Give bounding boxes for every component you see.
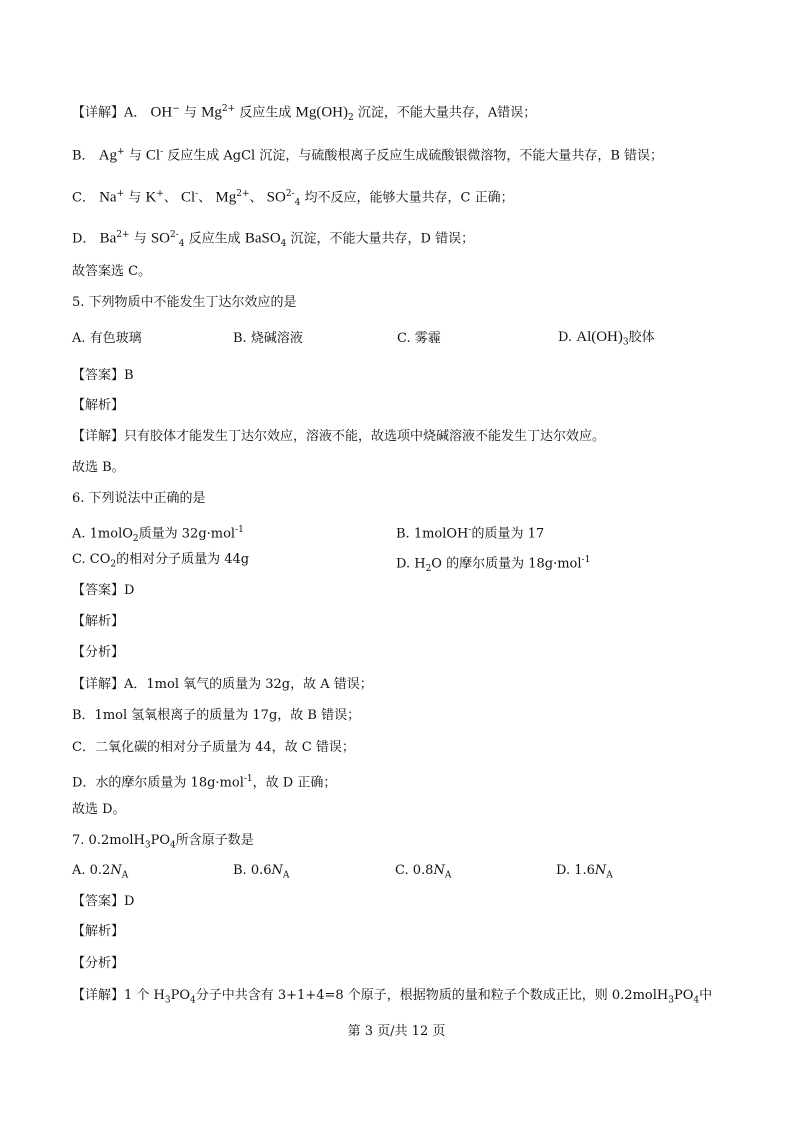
question-5-stem: 5. 下列物质中不能发生丁达尔效应的是 (72, 295, 297, 310)
detail-conclusion: 故答案选 C。 (72, 264, 152, 279)
q6-fenxi: 【分析】 (72, 645, 125, 660)
q7-option-d: D. $1.6N_A$ (556, 863, 613, 881)
q6-answer: 【答案】D (72, 583, 135, 598)
q6-option-c: C. $CO_2$的相对分子质量为 44g (72, 552, 250, 570)
question-7-stem: 7. $0.2molH_3PO_4$所含原子数是 (72, 833, 254, 851)
q6-detail-a: 【详解】A．1mol 氧气的质量为 32g，故 A 错误； (72, 677, 373, 692)
q5-jiexi: 【解析】 (72, 398, 125, 413)
q7-option-b: B. $0.6N_A$ (233, 863, 290, 881)
q6-detail-b: B．1mol 氢氧根离子的质量为 17g，故 B 错误； (72, 708, 361, 723)
question-6-stem: 6. 下列说法中正确的是 (72, 491, 206, 506)
q7-answer: 【答案】D (72, 894, 135, 909)
q7-option-c: C. $0.8N_A$ (395, 863, 452, 881)
q7-fenxi: 【分析】 (72, 956, 125, 971)
detail-line-b: B． Ag+ 与 Cl- 反应生成 AgCl 沉淀，与硫酸根离子反应生成硫酸银微溶物，不能大量共存，B 错误； (72, 147, 664, 164)
page-footer: 第 3 页/共 12 页 (347, 1024, 446, 1039)
q5-option-b: B. 烧碱溶液 (233, 331, 303, 346)
q5-detail: 【详解】只有胶体才能发生丁达尔效应，溶液不能，故选项中烧碱溶液不能发生丁达尔效应。 (72, 429, 606, 444)
q5-option-a: A. 有色玻璃 (72, 331, 142, 346)
q5-option-d: D. $Al(OH)_3$胶体 (558, 329, 655, 348)
q7-option-a: A. $0.2N_A$ (72, 863, 129, 881)
detail-line-d: D． $Ba^{2+}$ 与 $SO^{2-}_4$ 反应生成 BaSO$_4$ 沉淀，不能大量共存，D 错误； (72, 230, 475, 249)
q7-detail: 【详解】1 个 $H_3PO_4$分子中共含有 3+1+4=8 个原子，根据物质的量和粒子个数成正比，则 $0.2molH_3PO_4$中 (72, 988, 713, 1006)
q5-answer: 【答案】B (72, 368, 134, 383)
q6-conclusion: 故选 D。 (72, 802, 126, 817)
q6-option-d: D. $H_2O$ 的摩尔质量为 18g·mol$^{-1}$ (396, 555, 591, 574)
q5-conclusion: 故选 B。 (72, 460, 125, 475)
q5-option-c: C. 雾霾 (397, 331, 441, 346)
q6-jiexi: 【解析】 (72, 614, 125, 629)
detail-tag: 【详解】 (72, 105, 125, 121)
q6-detail-d: D．水的摩尔质量为 18g·mol$^{-1}$，故 D 正确； (72, 774, 337, 791)
detail-line-a: 【详解】A． OH− 与 $Mg^{2+}$ 反应生成 $Mg(OH)_2$ 沉淀，不能大量共存，A错误； (72, 104, 537, 123)
q6-option-b: B. 1molOH-的质量为 17 (396, 525, 545, 542)
q6-detail-c: C．二氧化碳的相对分子质量为 44，故 C 错误； (72, 740, 355, 755)
q7-jiexi: 【解析】 (72, 924, 125, 939)
q6-option-a: A. 1molO$_2$质量为 32g·mol$^{-1}$ (72, 525, 244, 544)
detail-line-c: C． Na+ 与 K+、 Cl-、 $Mg^{2+}$、 $SO^{2-}_4$ 均不反应，能够大量共存，C 正确； (72, 189, 514, 208)
